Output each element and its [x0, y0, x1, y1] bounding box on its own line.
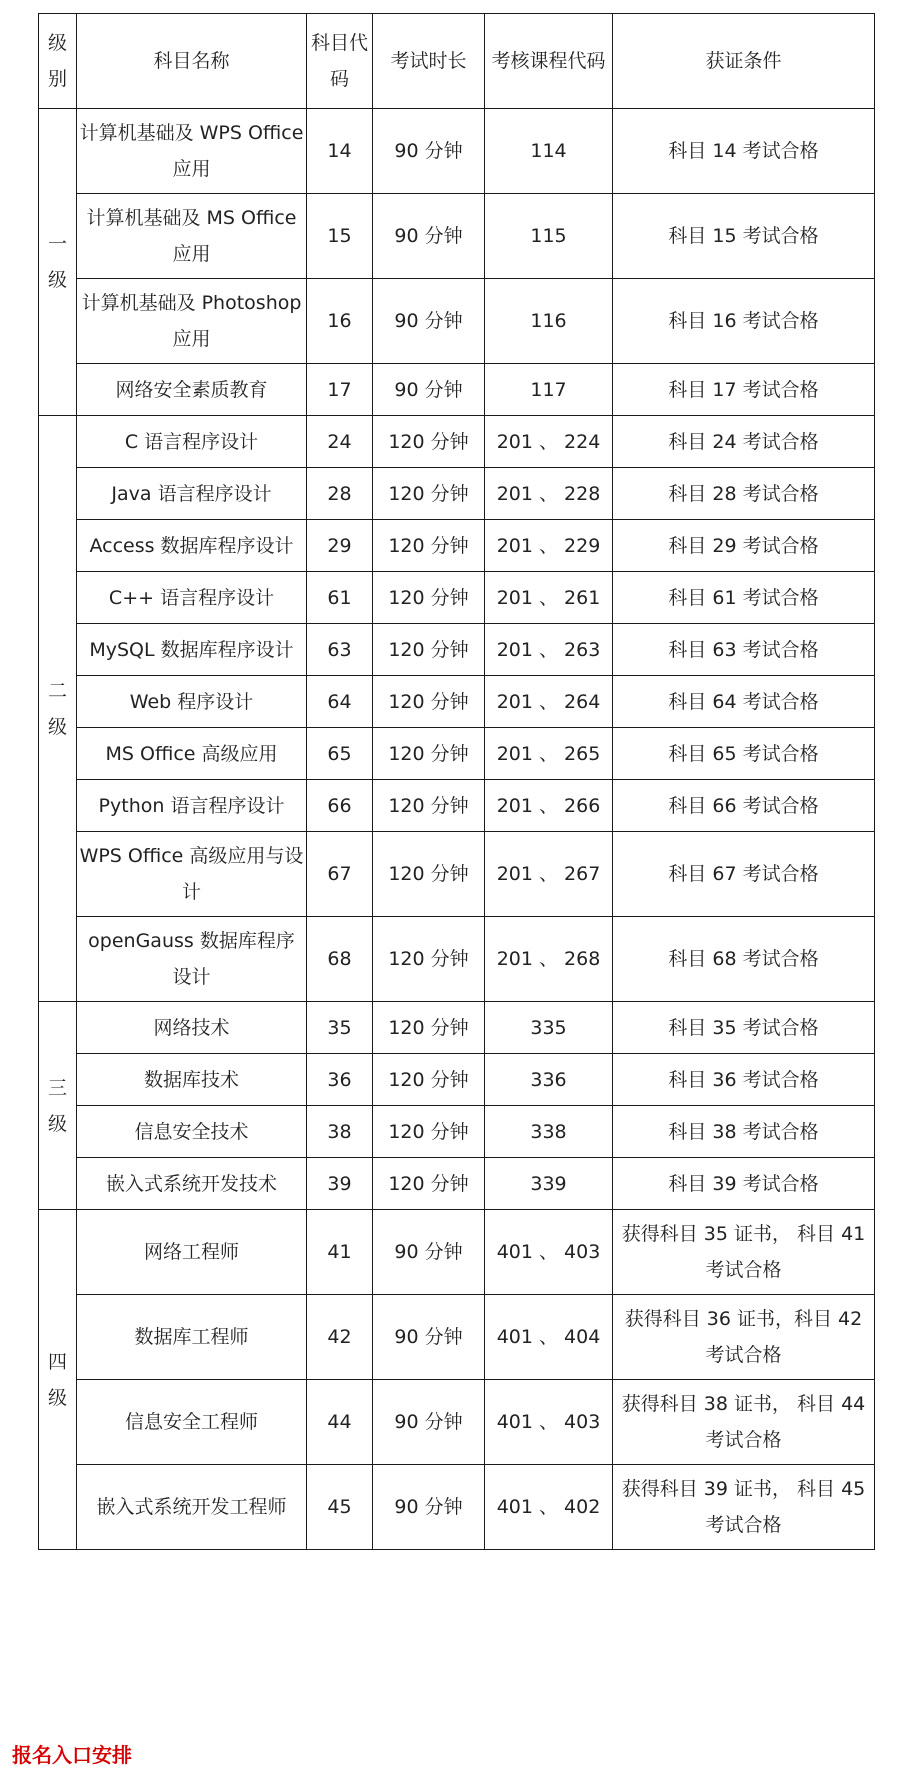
exam-duration: 120 分钟 [373, 624, 485, 676]
exam-duration: 90 分钟 [373, 364, 485, 416]
subject-name: 网络工程师 [77, 1210, 307, 1295]
table-row [39, 917, 875, 1002]
header-subject-code: 科目代码 [307, 14, 373, 109]
table-row [39, 416, 875, 468]
header-certificate: 获证条件 [613, 14, 875, 109]
exam-duration: 120 分钟 [373, 520, 485, 572]
subject-code: 65 [307, 728, 373, 780]
table-row [39, 1295, 875, 1380]
table-header [39, 14, 875, 109]
subject-name: 网络安全素质教育 [77, 364, 307, 416]
table-row [39, 1158, 875, 1210]
exam-duration: 90 分钟 [373, 1465, 485, 1550]
subject-code: 14 [307, 109, 373, 194]
subject-code: 35 [307, 1002, 373, 1054]
certificate-condition: 科目 64 考试合格 [613, 676, 875, 728]
table-row [39, 572, 875, 624]
exam-duration: 120 分钟 [373, 917, 485, 1002]
table-row [39, 364, 875, 416]
course-codes: 201 、 224 [485, 416, 613, 468]
table-row [39, 780, 875, 832]
subject-name: 数据库技术 [77, 1054, 307, 1106]
subject-name: 网络技术 [77, 1002, 307, 1054]
certificate-condition: 科目 65 考试合格 [613, 728, 875, 780]
subject-name: 嵌入式系统开发技术 [77, 1158, 307, 1210]
table-row [39, 832, 875, 917]
subject-code: 16 [307, 279, 373, 364]
level-cell-4: 四级 [39, 1210, 77, 1550]
subject-name: 计算机基础及 Photoshop 应用 [77, 279, 307, 364]
table-row [39, 1380, 875, 1465]
subject-code: 63 [307, 624, 373, 676]
course-codes: 117 [485, 364, 613, 416]
table-row [39, 194, 875, 279]
exam-duration: 90 分钟 [373, 1295, 485, 1380]
subject-code: 41 [307, 1210, 373, 1295]
subject-name: 嵌入式系统开发工程师 [77, 1465, 307, 1550]
header-duration: 考试时长 [373, 14, 485, 109]
table-row [39, 676, 875, 728]
course-codes: 401 、 402 [485, 1465, 613, 1550]
certificate-condition: 科目 17 考试合格 [613, 364, 875, 416]
subject-code: 29 [307, 520, 373, 572]
subject-code: 15 [307, 194, 373, 279]
certificate-condition: 科目 61 考试合格 [613, 572, 875, 624]
exam-duration: 90 分钟 [373, 279, 485, 364]
course-codes: 201 、 264 [485, 676, 613, 728]
header-course-codes: 考核课程代码 [485, 14, 613, 109]
certificate-condition: 获得科目 35 证书， 科目 41 考试合格 [613, 1210, 875, 1295]
subject-code: 67 [307, 832, 373, 917]
table-row [39, 279, 875, 364]
registration-entry-link[interactable]: 报名入口安排 [12, 1743, 132, 1767]
subject-code: 17 [307, 364, 373, 416]
subject-name: openGauss 数据库程序设计 [77, 917, 307, 1002]
exam-duration: 120 分钟 [373, 1158, 485, 1210]
exam-duration: 90 分钟 [373, 109, 485, 194]
course-codes: 201 、 265 [485, 728, 613, 780]
course-codes: 201 、 266 [485, 780, 613, 832]
subject-name: Java 语言程序设计 [77, 468, 307, 520]
exam-duration: 120 分钟 [373, 832, 485, 917]
exam-duration: 120 分钟 [373, 1054, 485, 1106]
course-codes: 336 [485, 1054, 613, 1106]
certificate-condition: 科目 16 考试合格 [613, 279, 875, 364]
level-cell-1: 一级 [39, 109, 77, 416]
certificate-condition: 科目 38 考试合格 [613, 1106, 875, 1158]
subject-name: WPS Office 高级应用与设计 [77, 832, 307, 917]
subject-code: 45 [307, 1465, 373, 1550]
table-row [39, 1465, 875, 1550]
subject-code: 64 [307, 676, 373, 728]
certificate-condition: 科目 28 考试合格 [613, 468, 875, 520]
subject-code: 39 [307, 1158, 373, 1210]
course-codes: 201 、 228 [485, 468, 613, 520]
level-cell-2: 二级 [39, 416, 77, 1002]
subject-code: 42 [307, 1295, 373, 1380]
subject-name: MySQL 数据库程序设计 [77, 624, 307, 676]
course-codes: 115 [485, 194, 613, 279]
table-row [39, 1054, 875, 1106]
table-row [39, 520, 875, 572]
certificate-condition: 科目 67 考试合格 [613, 832, 875, 917]
exam-duration: 120 分钟 [373, 728, 485, 780]
certificate-condition: 科目 14 考试合格 [613, 109, 875, 194]
subject-code: 38 [307, 1106, 373, 1158]
table-row [39, 728, 875, 780]
course-codes: 401 、 403 [485, 1380, 613, 1465]
certificate-condition: 科目 24 考试合格 [613, 416, 875, 468]
table-row [39, 624, 875, 676]
subject-name: 计算机基础及 WPS Office 应用 [77, 109, 307, 194]
exam-duration: 120 分钟 [373, 572, 485, 624]
course-codes: 201 、 268 [485, 917, 613, 1002]
certificate-condition: 科目 35 考试合格 [613, 1002, 875, 1054]
subject-code: 36 [307, 1054, 373, 1106]
subject-name: Python 语言程序设计 [77, 780, 307, 832]
table-row [39, 1002, 875, 1054]
certificate-condition: 获得科目 39 证书， 科目 45 考试合格 [613, 1465, 875, 1550]
course-codes: 401 、 404 [485, 1295, 613, 1380]
header-row [39, 14, 875, 109]
exam-duration: 120 分钟 [373, 780, 485, 832]
subject-name: C++ 语言程序设计 [77, 572, 307, 624]
subject-code: 66 [307, 780, 373, 832]
subject-code: 24 [307, 416, 373, 468]
table-row [39, 1106, 875, 1158]
subject-code: 44 [307, 1380, 373, 1465]
subject-name: 信息安全技术 [77, 1106, 307, 1158]
course-codes: 201 、 267 [485, 832, 613, 917]
exam-duration: 120 分钟 [373, 416, 485, 468]
subject-name: MS Office 高级应用 [77, 728, 307, 780]
certificate-condition: 科目 39 考试合格 [613, 1158, 875, 1210]
exam-duration: 120 分钟 [373, 676, 485, 728]
exam-duration: 120 分钟 [373, 468, 485, 520]
header-subject-name: 科目名称 [77, 14, 307, 109]
exam-duration: 120 分钟 [373, 1106, 485, 1158]
subject-code: 28 [307, 468, 373, 520]
course-codes: 201 、 261 [485, 572, 613, 624]
subject-name: 信息安全工程师 [77, 1380, 307, 1465]
course-codes: 335 [485, 1002, 613, 1054]
course-codes: 401 、 403 [485, 1210, 613, 1295]
subject-name: C 语言程序设计 [77, 416, 307, 468]
table-body [39, 109, 875, 1550]
exam-duration: 120 分钟 [373, 1002, 485, 1054]
subject-name: Web 程序设计 [77, 676, 307, 728]
exam-subjects-table [38, 13, 875, 1550]
header-level: 级别 [39, 14, 77, 109]
exam-duration: 90 分钟 [373, 1210, 485, 1295]
course-codes: 339 [485, 1158, 613, 1210]
table-row [39, 1210, 875, 1295]
subject-name: Access 数据库程序设计 [77, 520, 307, 572]
subject-name: 数据库工程师 [77, 1295, 307, 1380]
certificate-condition: 科目 66 考试合格 [613, 780, 875, 832]
level-cell-3: 三级 [39, 1002, 77, 1210]
course-codes: 114 [485, 109, 613, 194]
course-codes: 338 [485, 1106, 613, 1158]
certificate-condition: 科目 68 考试合格 [613, 917, 875, 1002]
exam-duration: 90 分钟 [373, 194, 485, 279]
certificate-condition: 科目 29 考试合格 [613, 520, 875, 572]
exam-duration: 90 分钟 [373, 1380, 485, 1465]
course-codes: 201 、 229 [485, 520, 613, 572]
table-row [39, 468, 875, 520]
subject-code: 68 [307, 917, 373, 1002]
subject-code: 61 [307, 572, 373, 624]
certificate-condition: 科目 15 考试合格 [613, 194, 875, 279]
certificate-condition: 科目 63 考试合格 [613, 624, 875, 676]
course-codes: 201 、 263 [485, 624, 613, 676]
subject-name: 计算机基础及 MS Office 应用 [77, 194, 307, 279]
certificate-condition: 获得科目 36 证书，科目 42 考试合格 [613, 1295, 875, 1380]
certificate-condition: 科目 36 考试合格 [613, 1054, 875, 1106]
table-row [39, 109, 875, 194]
course-codes: 116 [485, 279, 613, 364]
certificate-condition: 获得科目 38 证书， 科目 44 考试合格 [613, 1380, 875, 1465]
